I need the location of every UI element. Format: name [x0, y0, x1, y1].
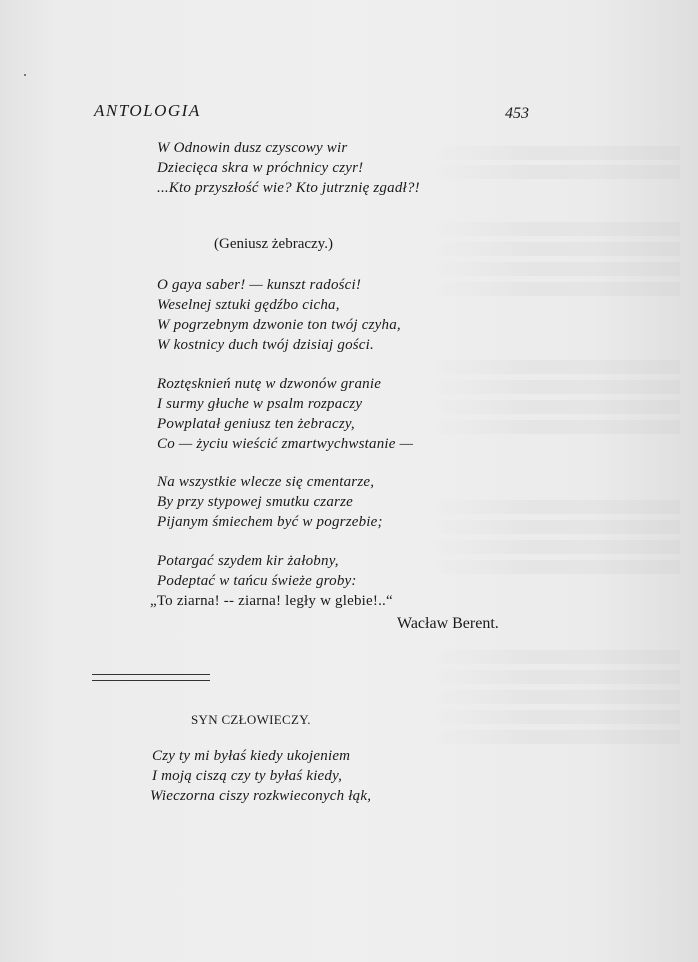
- verse-line: Roztęsknień nutę w dzwonów granie: [157, 376, 382, 392]
- verse-line: By przy stypowej smutku czarze: [157, 494, 353, 510]
- verse-line: W kostnicy duch twój dzisiaj gości.: [157, 337, 374, 353]
- show-through-line: [430, 282, 680, 296]
- verse-line: Pijanym śmiechem być w pogrzebie;: [157, 514, 383, 530]
- poem-subtitle: (Geniusz żebraczy.): [214, 236, 333, 252]
- running-header: ANTOLOGIA: [94, 101, 201, 120]
- show-through-line: [430, 520, 680, 534]
- verse-line: I surmy głuche w psalm rozpaczy: [157, 396, 363, 412]
- poem-title: SYN CZŁOWIECZY.: [191, 712, 311, 727]
- show-through-line: [430, 360, 680, 374]
- show-through-line: [430, 690, 680, 704]
- verse-line: O gaya saber! — kunszt radości!: [157, 277, 362, 293]
- author-signature: Wacław Berent.: [397, 615, 499, 632]
- show-through-line: [430, 710, 680, 724]
- show-through-line: [430, 730, 680, 744]
- verse-line: ...Kto przyszłość wie? Kto jutrznię zgadł?!: [157, 180, 420, 196]
- verse-line: W pogrzebnym dzwonie ton twój czyha,: [157, 317, 401, 333]
- show-through-line: [430, 420, 680, 434]
- show-through-line: [430, 242, 680, 256]
- verse-line: W Odnowin dusz czyscowy wir: [157, 140, 348, 156]
- show-through-line: [430, 540, 680, 554]
- verse-line: Na wszystkie wlecze się cmentarze,: [157, 474, 375, 490]
- show-through-line: [430, 222, 680, 236]
- verse-line: I moją ciszą czy ty byłaś kiedy,: [152, 768, 343, 784]
- verse-line: „To ziarna! -- ziarna! legły w glebie!..“: [150, 593, 393, 609]
- show-through-line: [430, 165, 680, 179]
- show-through-line: [430, 560, 680, 574]
- verse-line: Powplatał geniusz ten żebraczy,: [157, 416, 355, 432]
- paper-speck: [24, 74, 26, 76]
- verse-line: Podeptać w tańcu świeże groby:: [157, 573, 357, 589]
- show-through-line: [430, 400, 680, 414]
- show-through-line: [430, 650, 680, 664]
- show-through-line: [430, 380, 680, 394]
- verse-line: Potargać szydem kir żałobny,: [157, 553, 339, 569]
- show-through-line: [430, 500, 680, 514]
- verse-line: Co — życiu wieścić zmartwychwstanie —: [157, 436, 414, 452]
- verse-line: Dziecięca skra w próchnicy czyr!: [157, 160, 364, 176]
- verse-line: Wieczorna ciszy rozkwieconych łąk,: [150, 788, 372, 804]
- show-through-line: [430, 670, 680, 684]
- verse-line: Czy ty mi byłaś kiedy ukojeniem: [152, 748, 351, 764]
- show-through-line: [430, 262, 680, 276]
- show-through-line: [430, 146, 680, 160]
- page-number: 453: [505, 105, 529, 122]
- verse-line: Weselnej sztuki gędźbo cicha,: [157, 297, 340, 313]
- section-divider: [92, 674, 210, 681]
